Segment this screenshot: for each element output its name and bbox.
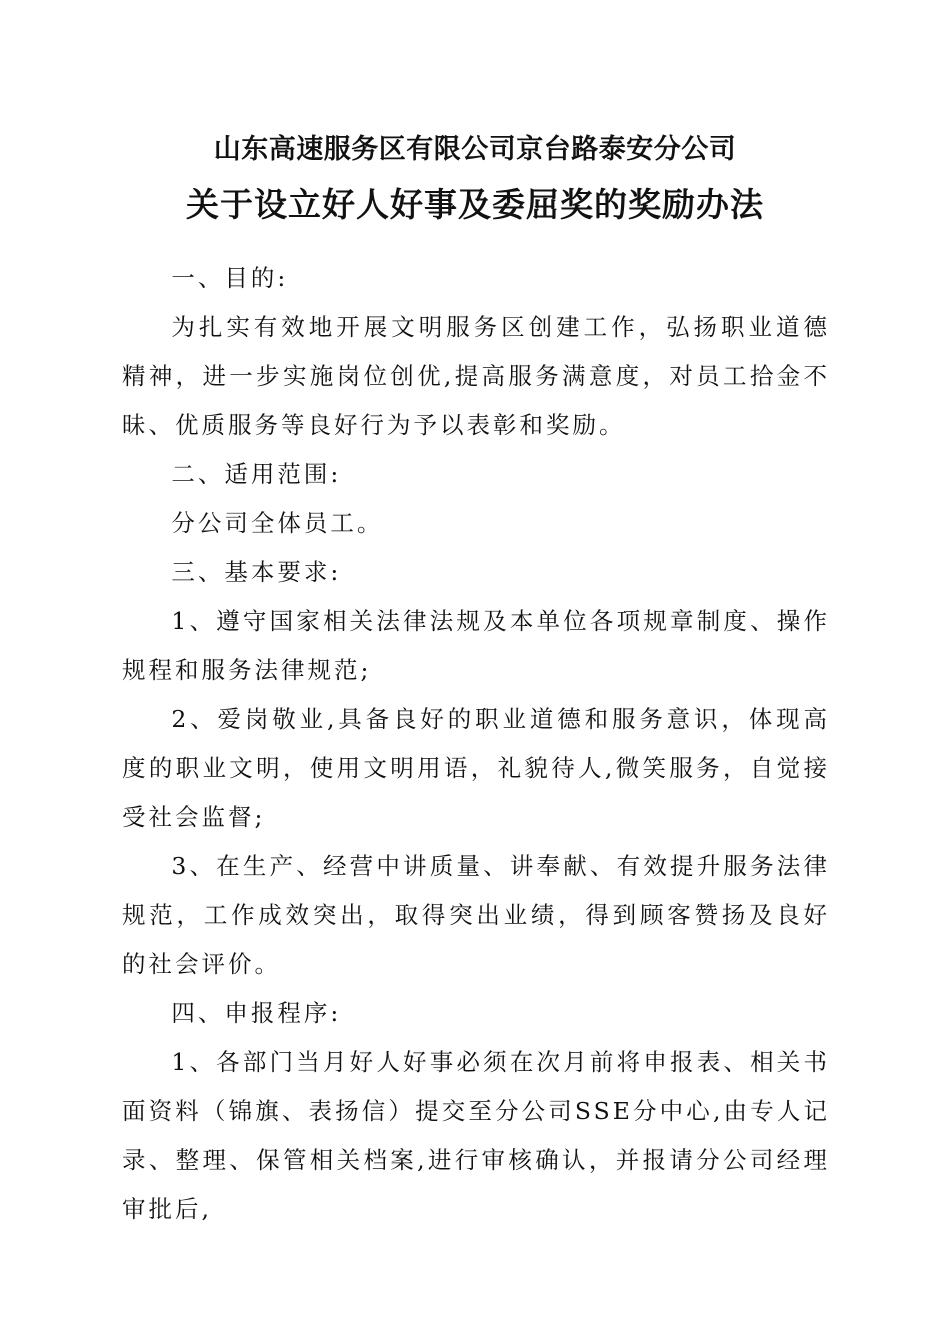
- section-heading-scope: 二、适用范围:: [171, 460, 342, 488]
- requirement-item-2: 2、爱岗敬业,具备良好的职业道德和服务意识，体现高度的职业文明，使用文明用语，礼貌待人,微笑服务，自觉接受社会监督;: [122, 705, 830, 831]
- document-title-company: 山东高速服务区有限公司京台路泰安分公司: [213, 134, 737, 165]
- document-title-main: 关于设立好人好事及委屈奖的奖励办法: [186, 185, 764, 224]
- requirement-item-1: 1、遵守国家相关法律法规及本单位各项规章制度、操作规程和服务法律规范;: [122, 607, 830, 684]
- section-heading-purpose: 一、目的:: [171, 264, 289, 292]
- procedure-item-1: 1、各部门当月好人好事必须在次月前将申报表、相关书面资料（锦旗、表扬信）提交至分公司SSE分中心,由专人记录、整理、保管相关档案,进行审核确认，并报请分公司经理审批后,: [122, 1048, 830, 1223]
- paragraph-scope: 分公司全体员工。: [171, 509, 384, 537]
- section-heading-procedure: 四、申报程序:: [171, 999, 342, 1027]
- requirement-item-3: 3、在生产、经营中讲质量、讲奉献、有效提升服务法律规范，工作成效突出，取得突出业绩，得到顾客赞扬及良好的社会评价。: [122, 852, 830, 978]
- section-heading-requirements: 三、基本要求:: [171, 558, 342, 586]
- document-body: [122, 254, 830, 1234]
- paragraph-purpose: 为扎实有效地开展文明服务区创建工作，弘扬职业道德精神，进一步实施岗位创优,提高服务满意度，对员工拾金不昧、优质服务等良好行为予以表彰和奖励。: [122, 313, 830, 439]
